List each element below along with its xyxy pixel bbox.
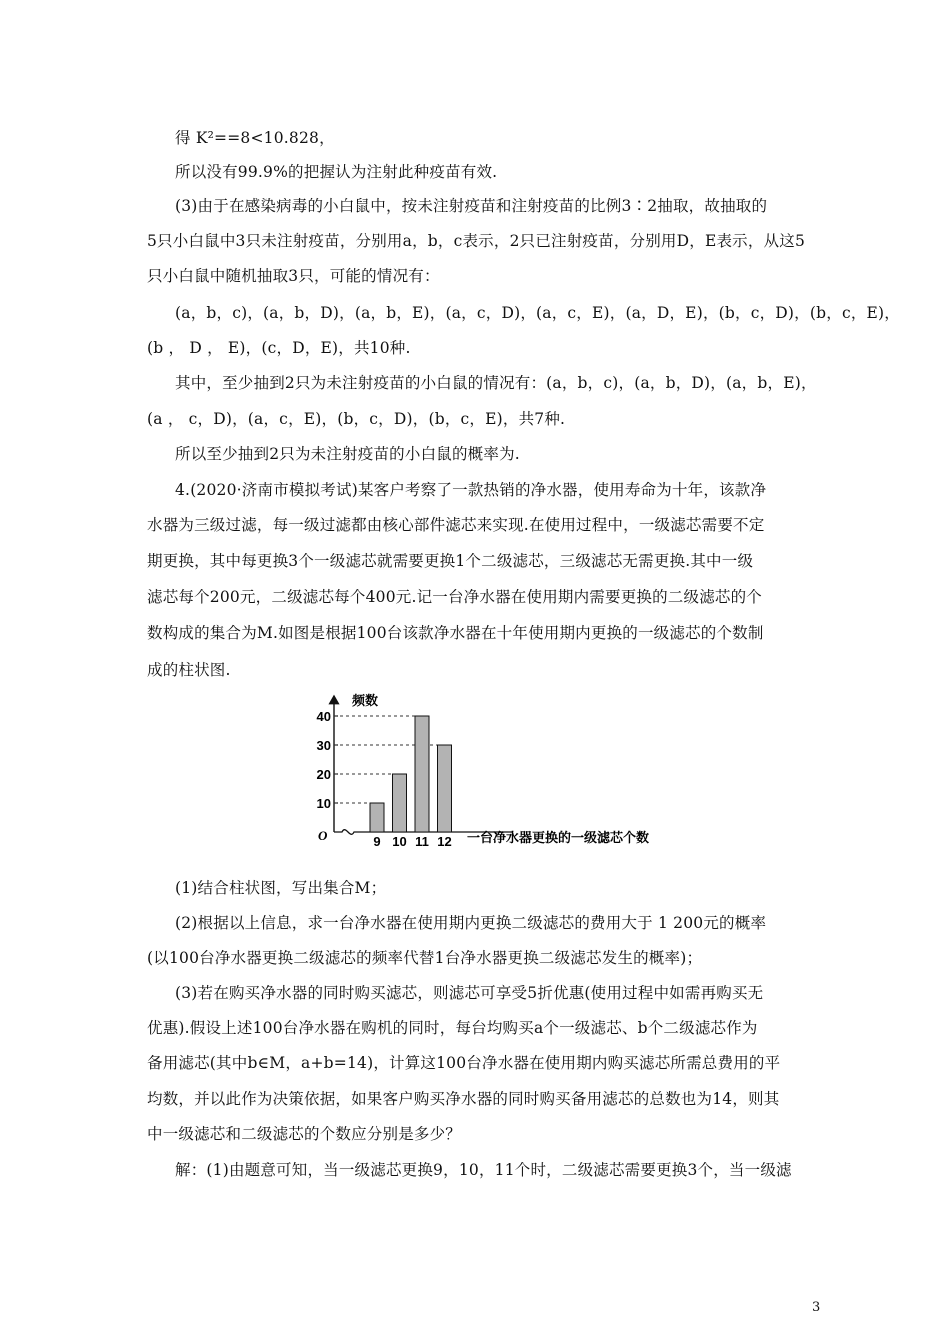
- bar: [370, 803, 384, 832]
- bar: [393, 774, 407, 832]
- bar-chart: [310, 688, 670, 848]
- paragraph-line: 只小白鼠中随机抽取3只，可能的情况有：: [147, 267, 440, 285]
- paragraph-line: (3)由于在感染病毒的小白鼠中，按未注射疫苗和注射疫苗的比例3∶2抽取，故抽取的: [175, 197, 768, 215]
- x-tick-label: 11: [415, 834, 429, 848]
- y-tick-label: 30: [316, 738, 331, 753]
- paragraph-line: 成的柱状图.: [147, 661, 231, 679]
- paragraph-line: 滤芯每个200元，二级滤芯每个400元.记一台净水器在使用期内需要更换的二级滤芯的个: [147, 588, 762, 606]
- y-tick-label: 10: [316, 796, 331, 811]
- subquestion-line: (3)若在购买净水器的同时购买滤芯，则滤芯可享受5折优惠(使用过程中如需再购买无: [175, 984, 764, 1002]
- paragraph-line: 水器为三级过滤，每一级过滤都由核心部件滤芯来实现.在使用过程中，一级滤芯需要不定: [147, 516, 765, 534]
- y-axis-label: 频数: [352, 693, 379, 708]
- paragraph-line: 所以没有99.9%的把握认为注射此种疫苗有效.: [175, 163, 498, 181]
- paragraph-line: 备用滤芯(其中b∈M，a+b=14)，计算这100台净水器在使用期内购买滤芯所需总费用的平: [147, 1054, 781, 1072]
- paragraph-line: 优惠).假设上述100台净水器在购机的同时，每台均购买a个一级滤芯、b个二级滤芯作为: [147, 1019, 758, 1037]
- paragraph-line: 所以至少抽到2只为未注射疫苗的小白鼠的概率为.: [175, 445, 520, 463]
- x-tick-label: 10: [392, 834, 407, 848]
- paragraph-line: 其中，至少抽到2只为未注射疫苗的小白鼠的情况有：(a，b，c)，(a，b，D)，(a，b，E)，: [175, 374, 817, 392]
- subquestion-line: (1)结合柱状图，写出集合M；: [175, 879, 387, 897]
- subquestion-line: (2)根据以上信息，求一台净水器在使用期内更换二级滤芯的费用大于 1 200元的概率: [175, 914, 767, 932]
- paragraph-line: 均数，并以此作为决策依据，如果客户购买净水器的同时购买备用滤芯的总数也为14，则其: [147, 1090, 780, 1108]
- paragraph-line: (以100台净水器更换二级滤芯的频率代替1台净水器更换二级滤芯发生的概率)；: [147, 949, 703, 967]
- y-tick-label: 20: [316, 767, 331, 782]
- paragraph-line: 数构成的集合为M.如图是根据100台该款净水器在十年使用期内更换的一级滤芯的个数制: [147, 624, 764, 642]
- paragraph-line: (a ， c，D)，(a，c，E)，(b，c，D)，(b，c，E)，共7种.: [147, 410, 566, 428]
- x-tick-label: 9: [373, 834, 381, 848]
- paragraph-line: 5只小白鼠中3只未注射疫苗，分别用a，b，c表示，2只已注射疫苗，分别用D，E表示，从这5: [147, 232, 806, 250]
- origin-label: O: [318, 828, 328, 843]
- x-tick-label: 12: [437, 834, 452, 848]
- solution-line: 解：(1)由题意可知，当一级滤芯更换9，10，11个时，二级滤芯需要更换3个，当一级滤: [175, 1161, 792, 1179]
- paragraph-line: (b ， D ， E)，(c，D，E)，共10种.: [147, 339, 411, 357]
- paragraph-line: 期更换，其中每更换3个一级滤芯就需要更换1个二级滤芯，三级滤芯无需更换.其中一级: [147, 552, 754, 570]
- question-heading-line: 4.(2020·济南市模拟考试)某客户考察了一款热销的净水器，使用寿命为十年，该款净: [175, 481, 767, 499]
- paragraph-line: 中一级滤芯和二级滤芯的个数应分别是多少？: [147, 1125, 462, 1143]
- page-number: 3: [812, 1300, 821, 1315]
- formula-line: 得 K²==8<10.828，: [175, 129, 335, 147]
- paragraph-line: (a，b，c)，(a，b，D)，(a，b，E)，(a，c，D)，(a，c，E)，(a，D，E)，(b，c，D)，(b，c，E)，: [175, 304, 900, 322]
- bar: [415, 716, 429, 832]
- bar: [438, 745, 452, 832]
- y-tick-label: 40: [316, 709, 331, 724]
- x-axis-label: 一台净水器更换的一级滤芯个数: [467, 830, 650, 845]
